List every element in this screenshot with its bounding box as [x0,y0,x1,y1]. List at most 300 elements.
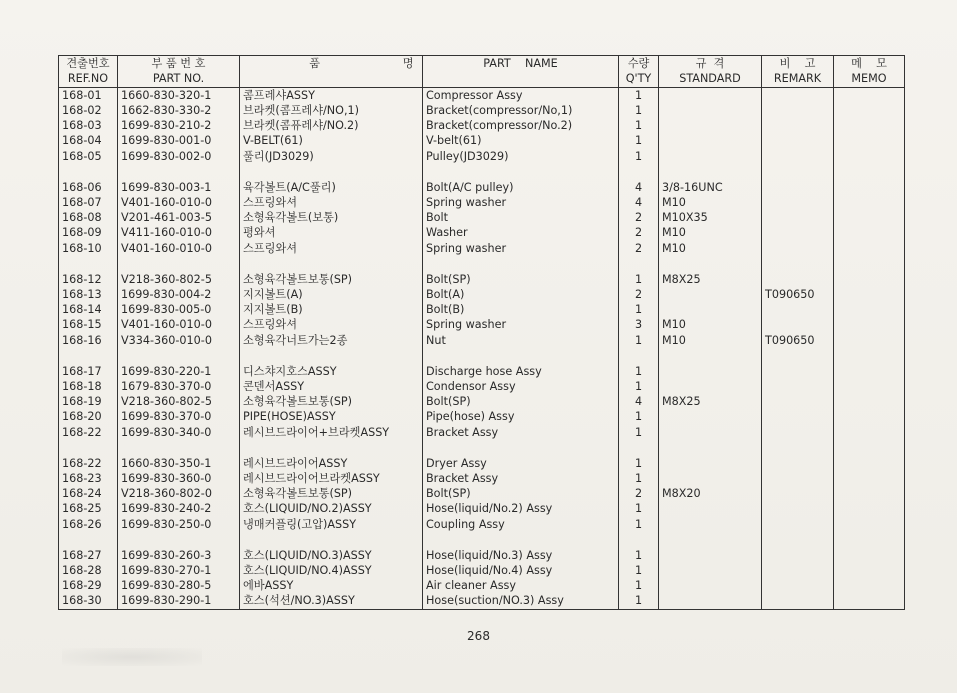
ref-cell: 168-09 [59,225,118,240]
spacer-cell [423,348,619,364]
memo-cell [834,409,905,424]
table-row [59,364,905,379]
ref-cell: 168-19 [59,394,118,409]
memo-cell [834,471,905,486]
name-ko-cell: 스프링와셔 [240,241,423,256]
spacer-cell [118,532,240,548]
standard-cell: M10 [659,225,762,240]
memo-cell [834,302,905,317]
remark-cell: T090650 [762,333,834,348]
table-row [59,118,905,133]
ref-cell: 168-17 [59,364,118,379]
group-spacer-row [59,440,905,456]
part-no-cell: 1699-830-290-1 [118,593,240,609]
memo-cell [834,548,905,563]
name-ko-cell: 콤프레샤ASSY [240,87,423,103]
part-no-cell: V201-461-003-5 [118,210,240,225]
memo-cell [834,180,905,195]
header-standard-ko: 규 격 [659,56,762,72]
name-en-cell: Hose(liquid/No.4) Assy [423,563,619,578]
table-row [59,379,905,394]
standard-cell: M8X25 [659,394,762,409]
spacer-cell [659,348,762,364]
spacer-cell [423,256,619,272]
standard-cell [659,87,762,103]
name-en-cell: Hose(liquid/No.3) Assy [423,548,619,563]
table-row [59,210,905,225]
table-row [59,333,905,348]
header-part-no-ko: 부 품 번 호 [118,56,240,72]
spacer-cell [762,348,834,364]
spacer-cell [619,256,659,272]
ref-cell: 168-29 [59,578,118,593]
name-ko-cell: 스프링와셔 [240,195,423,210]
header-name-ko-1: 품 [309,57,320,70]
ref-cell: 168-18 [59,379,118,394]
name-en-cell: Spring washer [423,195,619,210]
name-ko-cell: 냉매커플링(고압)ASSY [240,517,423,532]
name-en-cell: Pipe(hose) Assy [423,409,619,424]
parts-table [58,55,905,610]
spacer-cell [619,440,659,456]
table-row [59,517,905,532]
name-en-cell: Bolt(B) [423,302,619,317]
part-no-cell: 1699-830-270-1 [118,563,240,578]
header-name-en-blank [240,71,423,87]
standard-cell [659,593,762,609]
group-spacer-row [59,164,905,180]
ref-cell: 168-07 [59,195,118,210]
spacer-cell [423,164,619,180]
part-no-cell: 1699-830-240-2 [118,501,240,516]
qty-cell: 1 [619,456,659,471]
remark-cell [762,593,834,609]
memo-cell [834,364,905,379]
part-no-cell: 1699-830-360-0 [118,471,240,486]
remark-cell [762,180,834,195]
header-remark-ko: 비 고 [762,56,834,72]
memo-cell [834,333,905,348]
ref-cell: 168-14 [59,302,118,317]
table-row [59,456,905,471]
name-ko-cell: 평와셔 [240,225,423,240]
ref-cell: 168-06 [59,180,118,195]
part-no-cell: 1699-830-370-0 [118,409,240,424]
qty-cell: 1 [619,272,659,287]
table-row [59,195,905,210]
table-row [59,149,905,164]
name-ko-cell: 소형육각볼트보통(SP) [240,486,423,501]
memo-cell [834,456,905,471]
remark-cell [762,548,834,563]
memo-cell [834,195,905,210]
name-en-cell: Condensor Assy [423,379,619,394]
name-en-cell: Dryer Assy [423,456,619,471]
name-en-cell: Hose(liquid/No.2) Assy [423,501,619,516]
remark-cell [762,517,834,532]
standard-cell [659,578,762,593]
name-en-cell: Bracket(compressor/No.2) [423,118,619,133]
table-row [59,87,905,103]
name-ko-cell: 지지볼트(B) [240,302,423,317]
ref-cell: 168-04 [59,133,118,148]
remark-cell [762,133,834,148]
spacer-cell [118,348,240,364]
name-ko-cell: 소형육각너트가는2종 [240,333,423,348]
part-no-cell: V218-360-802-0 [118,486,240,501]
qty-cell: 1 [619,103,659,118]
memo-cell [834,593,905,609]
qty-cell: 2 [619,225,659,240]
remark-cell [762,149,834,164]
ref-cell: 168-26 [59,517,118,532]
table-row [59,425,905,440]
name-ko-cell: 육각볼트(A/C풀리) [240,180,423,195]
spacer-cell [659,532,762,548]
memo-cell [834,225,905,240]
remark-cell [762,456,834,471]
qty-cell: 2 [619,287,659,302]
spacer-cell [59,256,118,272]
header-ref-en: REF.NO [59,71,118,87]
spacer-cell [118,440,240,456]
memo-cell [834,517,905,532]
spacer-cell [423,440,619,456]
table-row [59,302,905,317]
header-name-ko-2: 명 [402,57,414,70]
standard-cell: M8X20 [659,486,762,501]
part-no-cell: V218-360-802-5 [118,394,240,409]
part-no-cell: 1679-830-370-0 [118,379,240,394]
part-no-cell: 1660-830-320-1 [118,87,240,103]
table-row [59,593,905,609]
qty-cell: 1 [619,87,659,103]
name-ko-cell: 레시브드라이어+브라켓ASSY [240,425,423,440]
qty-cell: 1 [619,501,659,516]
spacer-cell [423,532,619,548]
remark-cell [762,317,834,332]
spacer-cell [240,348,423,364]
qty-cell: 1 [619,118,659,133]
table-row [59,471,905,486]
standard-cell [659,425,762,440]
remark-cell [762,578,834,593]
qty-cell: 2 [619,241,659,256]
name-ko-cell: 호스(LIQUID/NO.4)ASSY [240,563,423,578]
ref-cell: 168-24 [59,486,118,501]
header-part-name: PART NAME [423,56,619,72]
spacer-cell [762,440,834,456]
memo-cell [834,133,905,148]
part-no-cell: 1699-830-005-0 [118,302,240,317]
remark-cell [762,425,834,440]
qty-cell: 1 [619,593,659,609]
group-spacer-row [59,532,905,548]
ref-cell: 168-23 [59,471,118,486]
name-ko-cell: 소형육각볼트(보통) [240,210,423,225]
page-number: 268 [467,629,490,643]
name-en-cell: Bolt(A/C pulley) [423,180,619,195]
spacer-cell [240,256,423,272]
part-no-cell: 1699-830-340-0 [118,425,240,440]
table-row [59,394,905,409]
ref-cell: 168-25 [59,501,118,516]
group-spacer-row [59,348,905,364]
remark-cell [762,272,834,287]
part-no-cell: V334-360-010-0 [118,333,240,348]
name-en-cell: Bolt(A) [423,287,619,302]
memo-cell [834,87,905,103]
table-row [59,241,905,256]
ref-cell: 168-03 [59,118,118,133]
standard-cell: M10 [659,241,762,256]
spacer-cell [834,532,905,548]
ref-cell: 168-15 [59,317,118,332]
name-en-cell: V-belt(61) [423,133,619,148]
remark-cell [762,118,834,133]
ref-cell: 168-22 [59,456,118,471]
standard-cell: M10X35 [659,210,762,225]
spacer-cell [659,256,762,272]
memo-cell [834,394,905,409]
name-ko-cell: 호스(LIQUID/NO.2)ASSY [240,501,423,516]
header-part-no-en: PART NO. [118,71,240,87]
table-row [59,486,905,501]
spacer-cell [118,256,240,272]
memo-cell [834,379,905,394]
name-ko-cell: 브라켓(콤퓨레샤/NO.2) [240,118,423,133]
ref-cell: 168-10 [59,241,118,256]
qty-cell: 1 [619,471,659,486]
name-en-cell: Coupling Assy [423,517,619,532]
qty-cell: 1 [619,517,659,532]
ref-cell: 168-27 [59,548,118,563]
name-en-cell: Bolt [423,210,619,225]
standard-cell [659,133,762,148]
ref-cell: 168-16 [59,333,118,348]
spacer-cell [762,532,834,548]
spacer-cell [59,164,118,180]
spacer-cell [834,256,905,272]
standard-cell [659,456,762,471]
table-row [59,103,905,118]
spacer-cell [834,348,905,364]
qty-cell: 1 [619,563,659,578]
ref-cell: 168-08 [59,210,118,225]
standard-cell [659,103,762,118]
table-row [59,225,905,240]
memo-cell [834,486,905,501]
table-row [59,317,905,332]
spacer-cell [762,256,834,272]
qty-cell: 4 [619,394,659,409]
name-ko-cell: 브라켓(콤프레샤/NO,1) [240,103,423,118]
standard-cell [659,379,762,394]
part-no-cell: 1699-830-002-0 [118,149,240,164]
name-en-cell: Spring washer [423,317,619,332]
name-ko-cell: 풀리(JD3029) [240,149,423,164]
spacer-cell [59,348,118,364]
memo-cell [834,118,905,133]
spacer-cell [834,440,905,456]
ref-cell: 168-01 [59,87,118,103]
memo-cell [834,103,905,118]
name-en-cell: Washer [423,225,619,240]
remark-cell [762,471,834,486]
spacer-cell [240,532,423,548]
ref-cell: 168-13 [59,287,118,302]
name-en-cell: Bracket(compressor/No,1) [423,103,619,118]
spacer-cell [834,164,905,180]
table-row [59,548,905,563]
remark-cell [762,87,834,103]
standard-cell: M8X25 [659,272,762,287]
header-name-ko [240,56,423,72]
spacer-cell [118,164,240,180]
table-row [59,180,905,195]
qty-cell: 1 [619,364,659,379]
qty-cell: 1 [619,425,659,440]
standard-cell [659,563,762,578]
memo-cell [834,272,905,287]
group-spacer-row [59,256,905,272]
name-ko-cell: 레시브드라이어ASSY [240,456,423,471]
spacer-cell [762,164,834,180]
standard-cell: 3/8-16UNC [659,180,762,195]
part-no-cell: V401-160-010-0 [118,241,240,256]
qty-cell: 4 [619,195,659,210]
part-no-cell: 1699-830-004-2 [118,287,240,302]
spacer-cell [59,532,118,548]
standard-cell [659,471,762,486]
name-ko-cell: PIPE(HOSE)ASSY [240,409,423,424]
memo-cell [834,241,905,256]
memo-cell [834,578,905,593]
header-remark-en: REMARK [762,71,834,87]
spacer-cell [659,440,762,456]
table-row [59,409,905,424]
name-en-cell: Bracket Assy [423,471,619,486]
name-ko-cell: 스프링와셔 [240,317,423,332]
table-row [59,287,905,302]
name-ko-cell: 에바ASSY [240,578,423,593]
remark-cell [762,409,834,424]
qty-cell: 2 [619,210,659,225]
memo-cell [834,210,905,225]
remark-cell [762,210,834,225]
part-no-cell: V401-160-010-0 [118,317,240,332]
name-en-cell: Nut [423,333,619,348]
remark-cell [762,563,834,578]
standard-cell: M10 [659,317,762,332]
name-en-cell: Bolt(SP) [423,394,619,409]
standard-cell [659,118,762,133]
ref-cell: 168-05 [59,149,118,164]
name-ko-cell: 소형육각볼트보통(SP) [240,272,423,287]
ref-cell: 168-22 [59,425,118,440]
standard-cell [659,287,762,302]
part-no-cell: V401-160-010-0 [118,195,240,210]
standard-cell [659,548,762,563]
name-ko-cell: 지지볼트(A) [240,287,423,302]
part-no-cell: 1699-830-260-3 [118,548,240,563]
remark-cell [762,501,834,516]
part-no-cell: V218-360-802-5 [118,272,240,287]
qty-cell: 1 [619,333,659,348]
standard-cell [659,149,762,164]
table-row [59,133,905,148]
remark-cell [762,364,834,379]
spacer-cell [619,348,659,364]
name-en-cell: Bolt(SP) [423,486,619,501]
table-row [59,578,905,593]
ref-cell: 168-30 [59,593,118,609]
part-no-cell: 1699-830-003-1 [118,180,240,195]
remark-cell [762,103,834,118]
name-en-cell: Hose(suction/NO.3) Assy [423,593,619,609]
spacer-cell [619,164,659,180]
ref-cell: 168-28 [59,563,118,578]
qty-cell: 2 [619,486,659,501]
qty-cell: 1 [619,379,659,394]
part-no-cell: 1699-830-280-5 [118,578,240,593]
qty-cell: 1 [619,149,659,164]
ref-cell: 168-20 [59,409,118,424]
table-body [59,87,905,609]
remark-cell [762,225,834,240]
qty-cell: 1 [619,578,659,593]
qty-cell: 1 [619,409,659,424]
name-ko-cell: 디스챠지호스ASSY [240,364,423,379]
remark-cell [762,241,834,256]
header-memo-ko: 메 모 [834,56,905,72]
name-ko-cell: 콘덴서ASSY [240,379,423,394]
ref-cell: 168-02 [59,103,118,118]
qty-cell: 1 [619,548,659,563]
name-en-cell: Discharge hose Assy [423,364,619,379]
part-no-cell: 1662-830-330-2 [118,103,240,118]
table-row [59,501,905,516]
ref-cell: 168-12 [59,272,118,287]
table-row [59,272,905,287]
qty-cell: 3 [619,317,659,332]
name-en-cell: Pulley(JD3029) [423,149,619,164]
memo-cell [834,149,905,164]
memo-cell [834,563,905,578]
remark-cell [762,486,834,501]
spacer-cell [59,440,118,456]
remark-cell [762,302,834,317]
standard-cell: M10 [659,333,762,348]
standard-cell: M10 [659,195,762,210]
name-ko-cell: 레시브드라이어브라켓ASSY [240,471,423,486]
memo-cell [834,425,905,440]
remark-cell [762,195,834,210]
scan-smudge [62,648,202,666]
standard-cell [659,409,762,424]
header-qty-ko: 수량 [619,56,659,72]
memo-cell [834,501,905,516]
standard-cell [659,501,762,516]
spacer-cell [619,532,659,548]
name-ko-cell: 호스(LIQUID/NO.3)ASSY [240,548,423,563]
header-memo-en: MEMO [834,71,905,87]
name-ko-cell: 소형육각볼트보통(SP) [240,394,423,409]
header-qty-en: Q'TY [619,71,659,87]
remark-cell [762,379,834,394]
part-no-cell: 1699-830-001-0 [118,133,240,148]
part-no-cell: 1699-830-220-1 [118,364,240,379]
